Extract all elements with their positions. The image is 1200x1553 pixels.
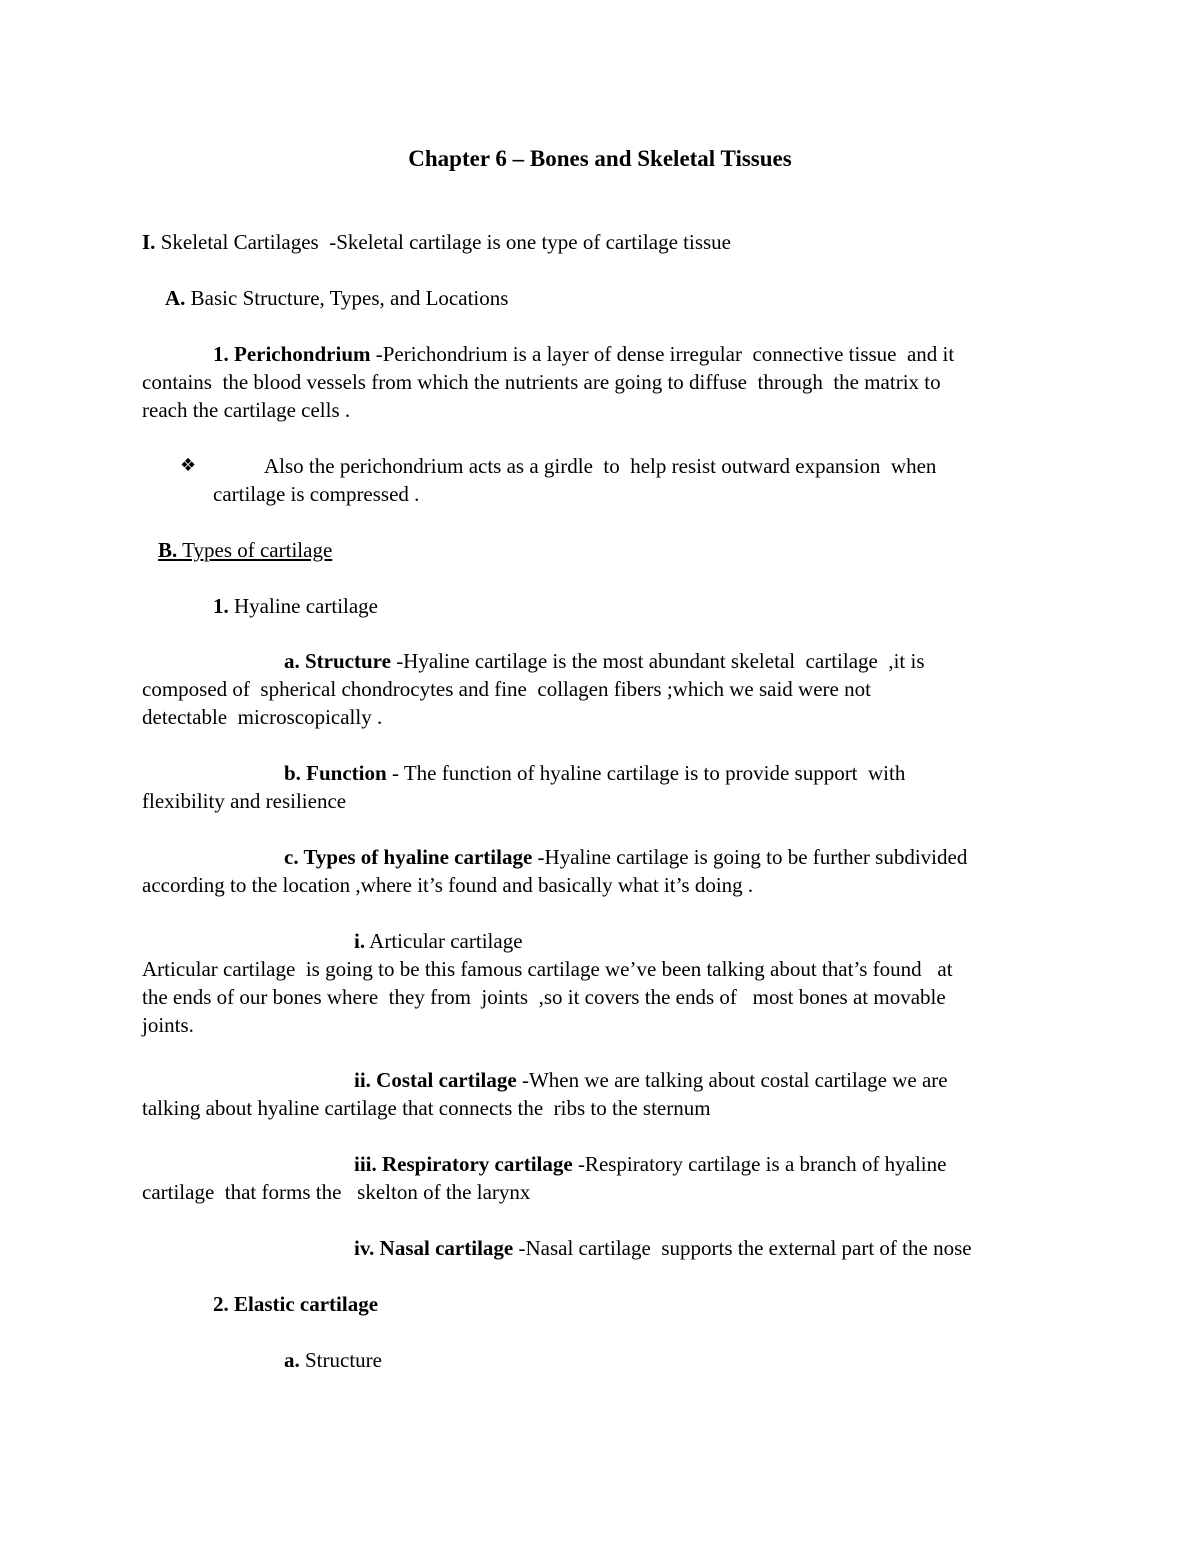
elastic-heading xyxy=(213,1290,378,1318)
bullet-line-2: cartilage is compressed . xyxy=(213,482,420,506)
costal-line-1 xyxy=(354,1066,948,1094)
section-i-marker: I. xyxy=(142,230,156,254)
respiratory-line-1 xyxy=(354,1150,946,1178)
elastic-structure-text: Structure xyxy=(299,1348,382,1372)
structure-text-1: -Hyaline cartilage is the most abundant skeletal cartilage ,it is xyxy=(390,649,925,673)
section-a-marker: A. xyxy=(165,286,186,310)
hyaline-heading xyxy=(213,592,378,620)
perichondrium-line-2: contains the blood vessels from which the nutrients are going to diffuse through the matrix to xyxy=(142,370,941,394)
function-text-1: - The function of hyaline cartilage is to provide support with xyxy=(386,761,906,785)
section-b-heading xyxy=(158,536,332,564)
articular-line-2: Articular cartilage is going to be this famous cartilage we’ve been talking about that’s found at xyxy=(142,957,953,981)
hyaline-marker: 1. xyxy=(213,594,229,618)
articular-heading xyxy=(354,927,523,955)
bullet-line-1: Also the perichondrium acts as a girdle to help resist outward expansion when xyxy=(264,454,937,478)
respiratory-text-1: -Respiratory cartilage is a branch of hyaline xyxy=(572,1152,947,1176)
hyaline-text: Hyaline cartilage xyxy=(228,594,379,618)
perichondrium-line-1 xyxy=(213,340,954,368)
structure-line-2: composed of spherical chondrocytes and fine collagen fibers ;which we said were not xyxy=(142,677,871,701)
costal-line-2: talking about hyaline cartilage that connects the ribs to the sternum xyxy=(142,1096,711,1120)
structure-marker: a. Structure xyxy=(284,649,391,673)
costal-text-1: -When we are talking about costal cartilage we are xyxy=(516,1068,948,1092)
elastic-structure-heading xyxy=(284,1346,382,1374)
section-b-text: Types of cartilage xyxy=(177,538,333,562)
section-i-text: Skeletal Cartilages -Skeletal cartilage is one type of cartilage tissue xyxy=(155,230,731,254)
structure-line-1 xyxy=(284,647,925,675)
diamond-bullet-icon: ❖ xyxy=(180,455,197,476)
page-title: Chapter 6 – Bones and Skeletal Tissues xyxy=(408,146,792,171)
nasal-text-1: -Nasal cartilage supports the external part of the nose xyxy=(513,1236,972,1260)
articular-text: Articular cartilage xyxy=(365,929,523,953)
perichondrium-text-1: -Perichondrium is a layer of dense irregular connective tissue and it xyxy=(370,342,955,366)
types-hyaline-line-1 xyxy=(284,843,967,871)
section-b-marker: B. xyxy=(158,538,178,562)
section-i-heading xyxy=(142,228,731,256)
articular-line-3: the ends of our bones where they from joints ,so it covers the ends of most bones at movable xyxy=(142,985,946,1009)
respiratory-marker: iii. Respiratory cartilage xyxy=(354,1152,573,1176)
perichondrium-marker: 1. Perichondrium xyxy=(213,342,371,366)
types-hyaline-text-1: -Hyaline cartilage is going to be further subdivided xyxy=(532,845,968,869)
structure-line-3: detectable microscopically . xyxy=(142,705,383,729)
elastic-structure-marker: a. xyxy=(284,1348,300,1372)
function-line-2: flexibility and resilience xyxy=(142,789,347,813)
section-a-heading xyxy=(165,284,508,312)
articular-marker: i. xyxy=(354,929,366,953)
articular-line-4: joints. xyxy=(142,1013,194,1037)
nasal-line-1 xyxy=(354,1234,972,1262)
types-hyaline-line-2: according to the location ,where it’s found and basically what it’s doing . xyxy=(142,873,754,897)
perichondrium-line-3: reach the cartilage cells . xyxy=(142,398,351,422)
elastic-marker: 2. Elastic cartilage xyxy=(213,1292,379,1316)
function-line-1 xyxy=(284,759,905,787)
function-marker: b. Function xyxy=(284,761,387,785)
section-a-text: Basic Structure, Types, and Locations xyxy=(185,286,509,310)
types-hyaline-marker: c. Types of hyaline cartilage xyxy=(284,845,533,869)
costal-marker: ii. Costal cartilage xyxy=(354,1068,517,1092)
respiratory-line-2: cartilage that forms the skelton of the larynx xyxy=(142,1180,531,1204)
nasal-marker: iv. Nasal cartilage xyxy=(354,1236,514,1260)
